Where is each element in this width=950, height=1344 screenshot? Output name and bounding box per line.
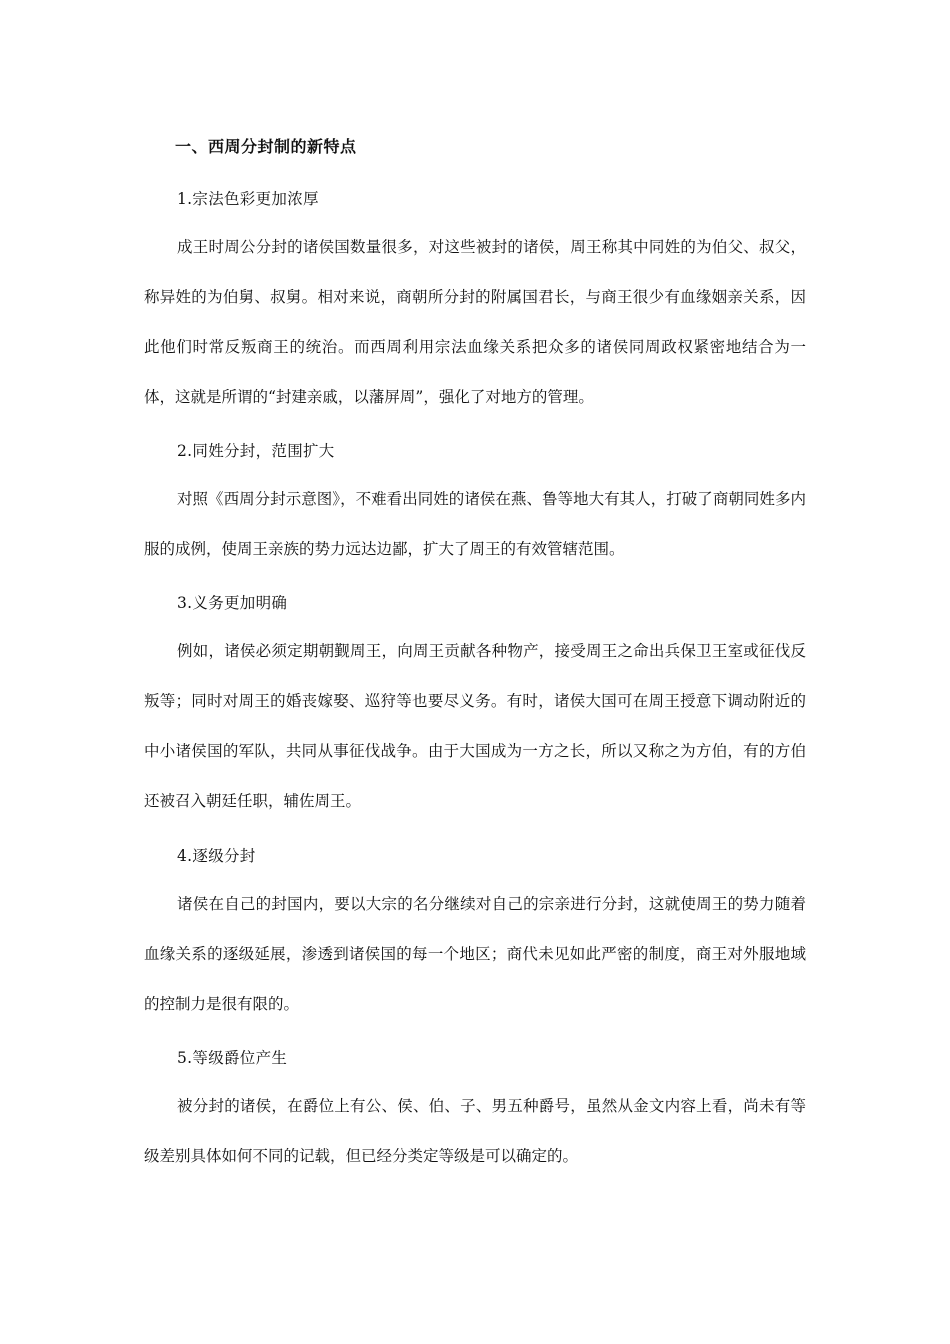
section-heading: 一、西周分封制的新特点: [175, 137, 357, 156]
paragraph-4: 诸侯在自己的封国内，要以大宗的名分继续对自己的宗亲进行分封，这就使周王的势力随着血缘关系的逐级延展，渗透到诸侯国的每一个地区；商代未见如此严密的制度，商王对外服地域的控制力是很有限的。: [144, 895, 806, 1013]
paragraph-5: 被分封的诸侯，在爵位上有公、侯、伯、子、男五种爵号，虽然从金文内容上看，尚未有等级差别具体如何不同的记载，但已经分类定等级是可以确定的。: [144, 1097, 806, 1165]
paragraph-3: 例如，诸侯必须定期朝觐周王，向周王贡献各种物产，接受周王之命出兵保卫王室或征伐反叛等；同时对周王的婚丧嫁娶、巡狩等也要尽义务。有时，诸侯大国可在周王授意下调动附近的中小诸侯国的军队，共同从事征伐战争。由于大国成为一方之长，所以又称之为方伯，有的方伯还被召入朝廷任职，辅佐周王。: [144, 642, 806, 810]
subheading-1: 1.宗法色彩更加浓厚: [177, 190, 319, 208]
subheading-5: 5.等级爵位产生: [177, 1049, 288, 1067]
paragraph-1: 成王时周公分封的诸侯国数量很多，对这些被封的诸侯，周王称其中同姓的为伯父、叔父，称异姓的为伯舅、叔舅。相对来说，商朝所分封的附属国君长，与商王很少有血缘姻亲关系，因此他们时常反叛商王的统治。而西周利用宗法血缘关系把众多的诸侯同周政权紧密地结合为一体，这就是所谓的“封建亲戚，以藩屏周”，强化了对地方的管理。: [144, 238, 806, 406]
subheading-3: 3.义务更加明确: [177, 594, 288, 612]
paragraph-2: 对照《西周分封示意图》，不难看出同姓的诸侯在燕、鲁等地大有其人，打破了商朝同姓多内服的成例，使周王亲族的势力远达边鄙，扩大了周王的有效管辖范围。: [144, 490, 806, 558]
subheading-4: 4.逐级分封: [177, 847, 256, 865]
subheading-2: 2.同姓分封，范围扩大: [177, 442, 335, 460]
